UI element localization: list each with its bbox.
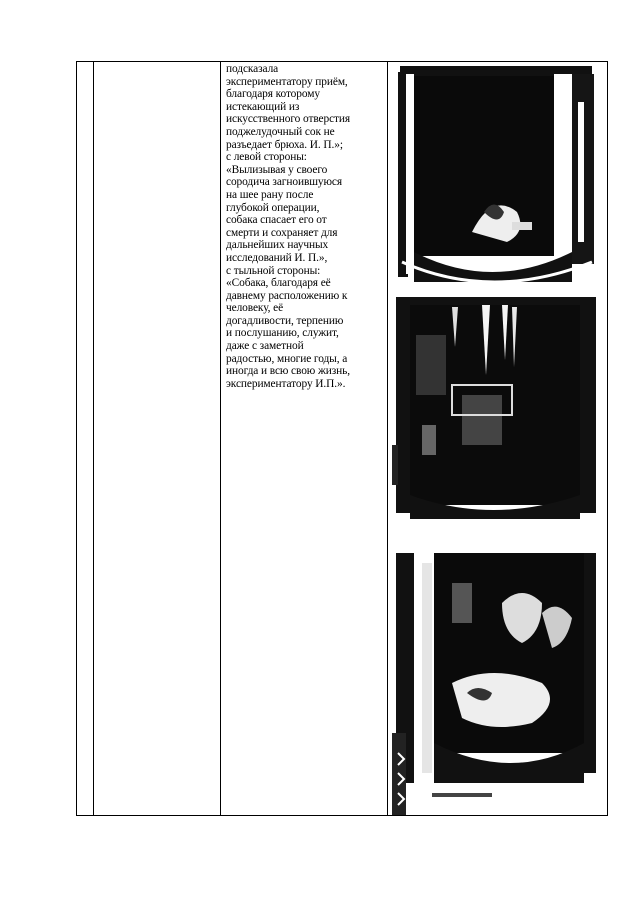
description-line: исследований И. П.», bbox=[226, 251, 328, 264]
table-cell-description bbox=[221, 62, 388, 816]
table-row bbox=[77, 62, 608, 816]
table-cell-number bbox=[77, 62, 94, 816]
monument-photo-2-image bbox=[392, 295, 598, 519]
document-table bbox=[76, 61, 608, 816]
description-line: дальнейших научных bbox=[226, 239, 329, 252]
description-line: человеку, её bbox=[226, 302, 284, 315]
description-line: благодаря которому bbox=[226, 88, 320, 101]
monument-photo-1 bbox=[392, 62, 598, 282]
description-line: иногда и всю свою жизнь, bbox=[226, 365, 350, 378]
description-line: экспериментатору И.П.». bbox=[226, 377, 346, 390]
description-line: догадливости, терпению bbox=[226, 314, 344, 327]
description-line: радостью, многие годы, а bbox=[226, 352, 348, 365]
description-line: сородича загноившуюся bbox=[226, 176, 342, 189]
description-line: «Вылизывая у своего bbox=[226, 163, 328, 176]
description-line: на шее рану после bbox=[226, 188, 314, 201]
monument-photo-1-image bbox=[392, 62, 598, 282]
description-line: экспериментатору приём, bbox=[226, 75, 348, 88]
table-cell-photos bbox=[388, 62, 608, 816]
monument-photo-2 bbox=[392, 295, 598, 519]
description-line: собака спасает его от bbox=[226, 214, 327, 227]
description-line: искусственного отверстия bbox=[226, 113, 351, 126]
description-line: даже с заметной bbox=[226, 340, 304, 353]
description-line: с тыльной стороны: bbox=[226, 264, 321, 277]
monument-photo-3 bbox=[392, 553, 598, 815]
description-line: с левой стороны: bbox=[226, 151, 307, 164]
description-line: и послушанию, служит, bbox=[226, 327, 339, 340]
description-line: поджелудочный сок не bbox=[226, 125, 335, 138]
monument-photo-3-image bbox=[392, 553, 598, 815]
description-line: смерти и сохраняет для bbox=[226, 226, 338, 239]
description-line: «Собака, благодаря её bbox=[226, 277, 331, 290]
table-cell-name bbox=[94, 62, 221, 816]
description-line: истекающий из bbox=[226, 100, 300, 113]
description-line: глубокой операции, bbox=[226, 201, 320, 214]
description-line: разъедает брюха. И. П.»; bbox=[226, 138, 343, 151]
description-line: подсказала bbox=[226, 63, 279, 75]
description-line: давнему расположению к bbox=[226, 289, 348, 302]
